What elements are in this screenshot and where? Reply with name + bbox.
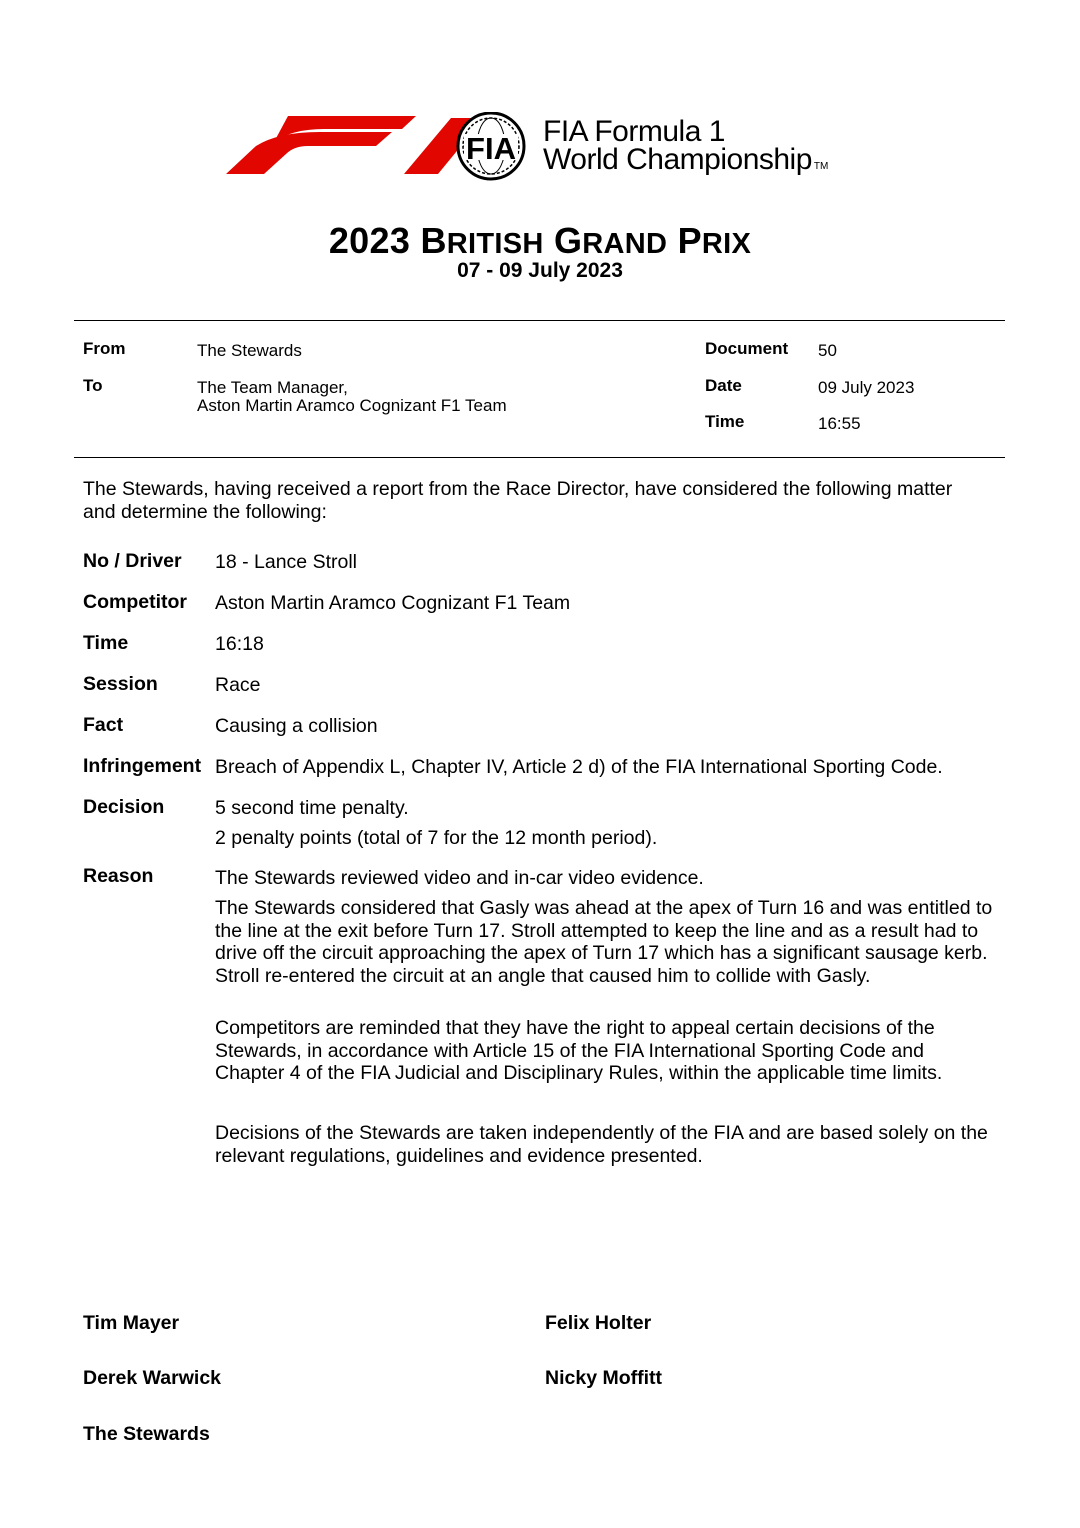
top-divider [74, 320, 1005, 321]
logo-line-1: FIA Formula 1 [543, 115, 725, 148]
to-label: To [83, 376, 103, 395]
time-field-value: 16:18 [215, 633, 264, 655]
fia-badge-icon [458, 113, 524, 179]
time-value: 16:55 [818, 414, 861, 433]
infringement-value: Breach of Appendix L, Chapter IV, Article 2 d) of the FIA International Sporting Code. [215, 756, 943, 778]
title-word: BRITISH [420, 220, 544, 261]
to-value-line2: Aston Martin Aramco Cognizant F1 Team [197, 396, 507, 415]
trademark: TM [813, 161, 829, 172]
driver-label: No / Driver [83, 550, 182, 572]
title-word: GRAND [553, 220, 668, 261]
driver-value: 18 - Lance Stroll [215, 551, 357, 573]
competitor-value: Aston Martin Aramco Cognizant F1 Team [215, 592, 571, 614]
date-label: Date [705, 376, 742, 395]
time-label: Time [705, 412, 745, 431]
signature-footer: The Stewards [83, 1423, 210, 1445]
from-value: The Stewards [197, 341, 302, 360]
decision-line-1: 5 second time penalty. [215, 797, 409, 819]
intro-text: The Stewards, having received a report from the Race Director, have considered the following matter and determine the following: [83, 478, 953, 523]
decision-line-2: 2 penalty points (total of 7 for the 12 month period). [215, 827, 658, 849]
from-label: From [83, 339, 126, 358]
steward-name: Nicky Moffitt [545, 1367, 662, 1389]
logo-line-2: World Championship TM [543, 143, 829, 176]
document-value: 50 [818, 341, 837, 360]
to-value-line1: The Team Manager, [197, 378, 348, 397]
svg-text:FIA: FIA [466, 131, 516, 166]
steward-name: Tim Mayer [83, 1312, 180, 1334]
fact-value: Causing a collision [215, 715, 378, 737]
session-label: Session [83, 673, 158, 695]
reason-paragraph-3: Competitors are reminded that they have the right to appeal certain decisions of the Stewards, in accordance with Article 15 of the FIA International Sporting Code and Chapter 4 of the FIA Judicial and Disciplinary Rules, within the applicable time limits. [215, 1017, 943, 1084]
reason-paragraph-2: The Stewards considered that Gasly was ahead at the apex of Turn 16 and was entitled to the line at the exit before Turn 17. Stroll attempted to keep the line and as a result had to drive off the circuit approaching the apex of Turn 17 which has a significant sausage kerb. Stroll re-entered the circuit at an angle that caused him to collide with Gasly. [215, 897, 993, 987]
decision-label: Decision [83, 796, 165, 818]
time-field-label: Time [83, 632, 129, 654]
closing-paragraph: Decisions of the Stewards are taken independently of the FIA and are based solely on the relevant regulations, guidelines and evidence presented. [215, 1122, 988, 1167]
page-title: 2023 BRITISH GRAND PRIX [328, 220, 752, 261]
event-dates: 07 - 09 July 2023 [457, 259, 623, 282]
document-label: Document [705, 339, 789, 358]
reason-paragraph-1: The Stewards reviewed video and in-car video evidence. [215, 867, 704, 889]
steward-name: Derek Warwick [83, 1367, 222, 1389]
date-value: 09 July 2023 [818, 378, 915, 397]
logo-wordmark [543, 115, 829, 181]
reason-label: Reason [83, 865, 154, 887]
session-value: Race [215, 674, 261, 696]
competitor-label: Competitor [83, 591, 187, 613]
title-word: PRIX [677, 220, 752, 261]
steward-name: Felix Holter [545, 1312, 652, 1334]
infringement-label: Infringement [83, 755, 202, 777]
f1-logo-mark [226, 116, 484, 174]
bottom-divider [74, 457, 1005, 458]
fact-label: Fact [83, 714, 124, 736]
